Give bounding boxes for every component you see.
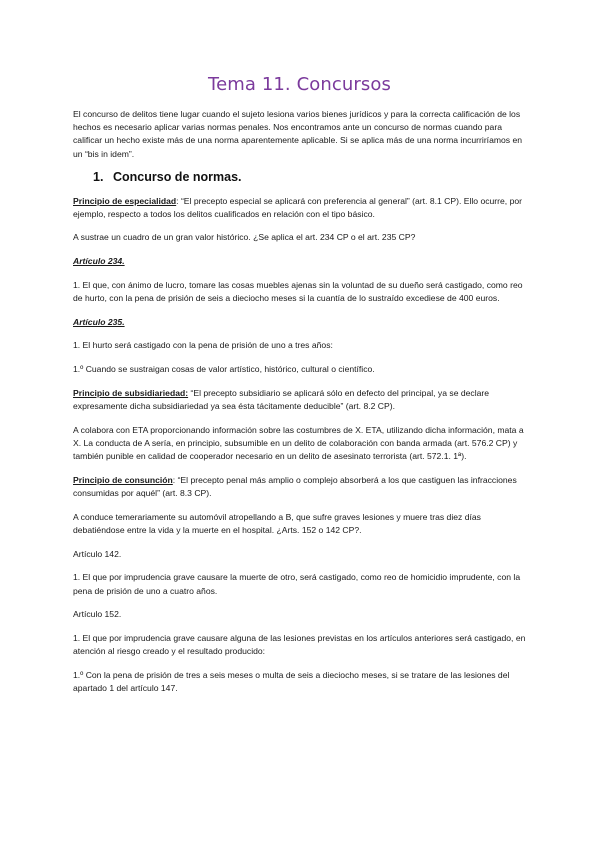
- especialidad-label: Principio de especialidad: [73, 195, 177, 206]
- art142-text: 1. El que por imprudencia grave causare la muerte de otro, será castigado, como reo de homicidio imprudente, con la pena de prisión de uno a cuatro años.: [73, 572, 521, 596]
- art152-heading: Artículo 152.: [73, 609, 122, 620]
- art235-text-2: 1.º Cuando se sustraigan cosas de valor artístico, histórico, cultural o científico.: [73, 364, 375, 375]
- art235-heading: [73, 316, 531, 329]
- art142-heading: Artículo 142.: [73, 548, 122, 559]
- art235-text-1: 1. El hurto será castigado con la pena de prisión de uno a tres años:: [73, 340, 333, 351]
- example-2: A colabora con ETA proporcionando información sobre las costumbres de X. ETA, utilizando dicha información, mata a X. La conducta de A sería, en principio, subsumible en un delito de colaboración con banda armada (art. 576.2 CP) y también punible en calidad de cooperador necesario en un delito de asesinato terrorista (art. 572.1. 1ª).: [73, 424, 524, 462]
- consuncion-text: : “El precepto penal más amplio o complejo absorberá a los que castiguen las infracciones consumidas por aquél” (art. 8.3 CP).: [73, 474, 517, 499]
- art234-heading-text: Artículo 234.: [73, 256, 125, 267]
- section-number: 1.: [93, 170, 104, 185]
- document-body: [73, 108, 531, 706]
- consuncion-paragraph: [73, 474, 531, 500]
- subsidiariedad-label: Principio de subsidiariedad:: [73, 387, 189, 398]
- subsidiariedad-text: “El precepto subsidiario se aplicará sólo en defecto del principal, ya se declare expresamente dicha subsidiariedad ya sea ésta tácitamente deducible” (art. 8.2 CP).: [73, 387, 490, 412]
- art235-heading-text: Artículo 235.: [73, 316, 125, 327]
- art234-text: 1. El que, con ánimo de lucro, tomare las cosas muebles ajenas sin la voluntad de su dueño será castigado, como reo de hurto, con la pena de prisión de seis a dieciocho meses si la cuantía de lo sustraído excediese de 400 euros.: [73, 279, 523, 304]
- art152-text-1: 1. El que por imprudencia grave causare alguna de las lesiones previstas en los artículos anteriores será castigado, en atención al riesgo creado y el resultado producido:: [73, 632, 526, 657]
- page-title: Tema 11. Concursos: [208, 74, 391, 95]
- intro-paragraph: El concurso de delitos tiene lugar cuando el sujeto lesiona varios bienes jurídicos y para la correcta calificación de los hechos es necesario aplicar varias normas penales. Nos encontramos ante un concurso de normas cuando para calificar un hecho existe más de una norma aparentemente aplicable. Si se aplica más de una norma incurriríamos en un “bis in idem”.: [73, 109, 523, 159]
- section-heading: [93, 171, 531, 184]
- consuncion-label: Principio de consunción: [73, 474, 173, 485]
- example-1: A sustrae un cuadro de un gran valor histórico. ¿Se aplica el art. 234 CP o el art. 235 CP?: [73, 232, 416, 243]
- subsidiariedad-paragraph: [73, 387, 531, 413]
- section-title: Concurso de normas.: [113, 170, 242, 185]
- art234-heading: [73, 255, 531, 268]
- especialidad-paragraph: [73, 195, 531, 221]
- art152-text-2: 1.º Con la pena de prisión de tres a seis meses o multa de seis a dieciocho meses, si se tratare de las lesiones del apartado 1 del artículo 147.: [73, 669, 510, 694]
- example-3: A conduce temerariamente su automóvil atropellando a B, que sufre graves lesiones y muere tras diez días debatiéndose entre la vida y la muerte en el hospital. ¿Arts. 152 o 142 CP?.: [73, 511, 481, 535]
- especialidad-text: : “El precepto especial se aplicará con preferencia al general” (art. 8.1 CP). Ello ocurre, por ejemplo, respecto a todos los delitos cualificados en relación con el tipo básico.: [73, 195, 522, 219]
